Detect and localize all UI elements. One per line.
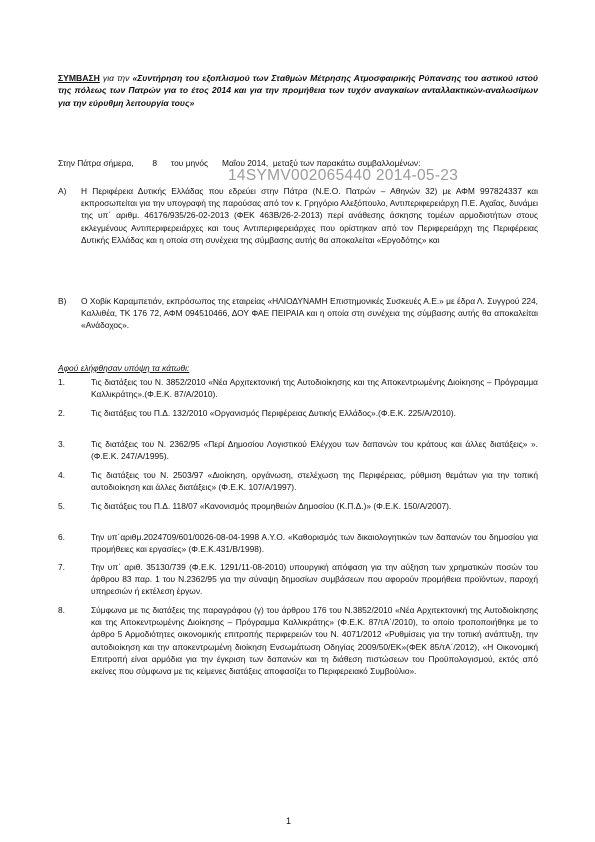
list-item bbox=[58, 407, 538, 419]
item-number: 7. bbox=[58, 562, 65, 572]
page-number: 1 bbox=[286, 816, 292, 826]
party-a-text: Η Περιφέρεια Δυτικής Ελλάδας που εδρεύει στην Πάτρα (Ν.Ε.Ο. Πατρών – Αθηνών 32) με ΑΦΜ 997824337 και εκπροσωπείται για την υπογραφή της παρούσας από τον κ. Γρηγόριο Αλεξόπουλο, Αντιπεριφερειάρχη Π.Ε. Αχαΐας, δυνάμει της υπ΄ αριθμ. 46176/935/26-02-2013 (ΦΕΚ 463Β/26-2-2013) περί ανάθεσης άσκησης τομέων αρμοδιοτήτων στους εκλεγμένους Αντιπεριφερειάρχες και τους Αντιπεριφερειάρχες που ορίστηκαν από τον Περιφερειάρχη της Περιφέρειας Δυτικής Ελλάδας και η οποία στη συνέχεια της σύμβασης αυτής θα αποκαλείται «Εργοδότης» και bbox=[81, 186, 538, 245]
item-number: 2. bbox=[58, 408, 65, 418]
item-text: Την υπ΄ αριθ. 35130/739 (Φ.Ε.Κ. 1291/11-08-2010) υπουργική απόφαση για την αύξηση των χρηματικών ποσών του άρθρου 83 παρ. 1 του Ν.2362/95 για την σύναψη δημοσίων συμβάσεων που αφορούν προμήθεια προϊόντων, παροχή υπηρεσιών ή εκτέλεση έργων. bbox=[91, 562, 538, 597]
contract-title bbox=[58, 72, 538, 109]
item-text: Τις διατάξεις του Π.Δ. 118/07 «Κανονισμός προμηθειών Δημοσίου (Κ.Π.Δ.)» (Φ.Ε.Κ. 150/Α/2007). bbox=[91, 501, 452, 511]
list-item bbox=[58, 376, 538, 400]
party-a-label: Α) bbox=[58, 186, 67, 196]
list-item bbox=[58, 500, 538, 512]
item-text: Την υπ΄αριθμ.2024709/601/0026-08-04-1998 Α.Υ.Ο. «Καθορισμός των δικαιολογητικών των δαπανών του δημοσίου για προμήθειες και εργασίες» (Φ.Ε.Κ.431/Β/1998). bbox=[91, 532, 538, 555]
title-connector: για την bbox=[99, 73, 133, 83]
title-lead: ΣΥΜΒΑΣΗ bbox=[58, 73, 100, 83]
registry-watermark: 14SYMV002065440 2014-05-23 bbox=[228, 167, 459, 184]
list-item bbox=[58, 531, 538, 555]
party-b bbox=[58, 295, 538, 332]
item-text: Τις διατάξεις του Ν. 2503/97 «Διοίκηση, οργάνωση, στελέχωση της Περιφέρειας, ρύθμιση θεμάτων για την τοπική αυτοδιοίκηση και άλλες διατάξεις» (Φ.Ε.Κ. 107/Α/1997). bbox=[91, 470, 538, 493]
item-number: 1. bbox=[58, 377, 65, 387]
considering-heading: Αφού ελήφθησαν υπόψη τα κάτωθι: bbox=[58, 363, 190, 373]
list-item bbox=[58, 438, 538, 462]
intro-line: Στην Πάτρα σήμερα, 8 του μηνός Μαΐου 2014, μεταξύ των παρακάτω συμβαλλομένων: bbox=[58, 158, 421, 168]
item-number: 5. bbox=[58, 501, 65, 511]
title-text: «Συντήρηση του εξοπλισμού των Σταθμών Μέτρησης Ατμοσφαιρικής Ρύπανσης του αστικού ιστού της πόλεως των Πατρών για το έτος 2014 και για την προμήθεια των τυχόν αναγκαίων ανταλλακτικών-αναλωσίμων για την εύρυθμη λειτουργία τους» bbox=[58, 73, 538, 108]
list-item bbox=[58, 469, 538, 493]
item-number: 6. bbox=[58, 532, 65, 542]
item-number: 3. bbox=[58, 439, 65, 449]
item-text: Τις διατάξεις του Ν. 2362/95 «Περί Δημοσίου Λογιστικού Ελέγχου των δαπανών του κράτους και άλλες διατάξεις» ».(Φ.Ε.Κ. 247/Α/1995). bbox=[91, 439, 538, 462]
party-a bbox=[58, 185, 538, 246]
item-text: Τις διατάξεις του Ν. 3852/2010 «Νέα Αρχιτεκτονική της Αυτοδιοίκησης και της Αποκεντρωμένης Διοίκησης – Πρόγραμμα Καλλικράτης».(Φ.Ε.Κ. 87/Α/2010). bbox=[91, 377, 538, 400]
list-item bbox=[58, 561, 538, 598]
item-number: 4. bbox=[58, 470, 65, 480]
item-text: Σύμφωνα με τις διατάξεις της παραγράφου (γ) του άρθρου 176 του Ν.3852/2010 «Νέα Αρχιτεκτονική της Αυτοδιοίκησης και της Αποκεντρωμένης Διοίκησης – Πρόγραμμα Καλλικράτης» (Φ.Ε.Κ. 87/τΑ΄/2010), το οποίο τροποποιήθηκε με το άρθρο 5 Αρμοδιότητες οικονομικής επιτροπής περιφερειών του Ν. 4071/2012 «Ρυθμίσεις για την τοπική ανάπτυξη, την αυτοδιοίκηση και την αποκεντρωμένη διοίκηση Ενσωμάτωση Οδηγίας 2009/50/ΕΚ»(ΦΕΚ 85/τΑ΄/2012), «Η Οικονομική Επιτροπή είναι αρμόδια για την έγκριση των δαπανών και τη διάθεση πιστώσεων του Προϋπολογισμού, εκτός από εκείνες που σύμφωνα με τις κείμενες διατάξεις αποφασίζει το Περιφερειακό Συμβούλιο». bbox=[91, 605, 538, 677]
party-b-text: Ο Χοβίκ Καραμπετιάν, εκπρόσωπος της εταιρείας «ΗΛΙΟΔΥΝΑΜΗ Επιστημονικές Συσκευές Α.Ε.» με έδρα Λ. Συγγρού 224, Καλλιθέα, ΤΚ 176 72, ΑΦΜ 094510466, ΔΟΥ ΦΑΕ ΠΕΙΡΑΙΑ και η οποία στη συνέχεια της σύμβασης αυτής θα αποκαλείται «Ανάδοχος». bbox=[81, 296, 538, 331]
party-b-label: Β) bbox=[58, 296, 67, 306]
item-text: Τις διατάξεις του Π.Δ. 132/2010 «Οργανισμός Περιφέρειας Δυτικής Ελλάδος».(Φ.Ε.Κ. 225/Α/2010). bbox=[91, 408, 456, 418]
item-number: 8. bbox=[58, 605, 65, 615]
list-item bbox=[58, 604, 538, 677]
